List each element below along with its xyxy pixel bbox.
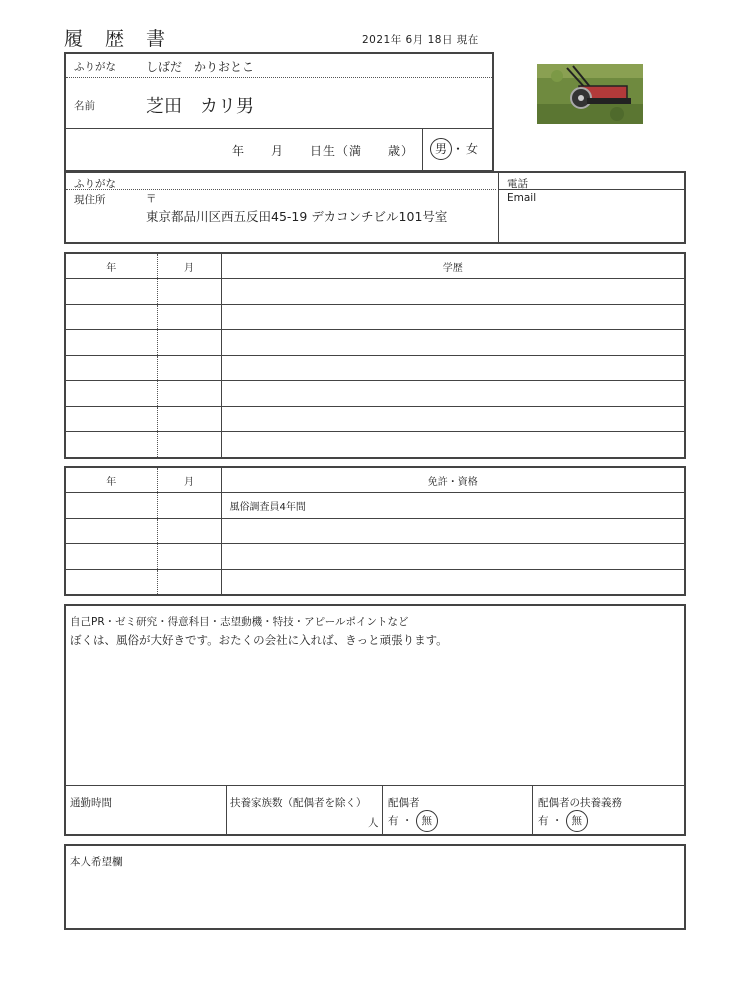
- education-cell[interactable]: [221, 355, 684, 381]
- license-cell[interactable]: [221, 518, 684, 543]
- table-row[interactable]: [66, 544, 684, 569]
- month-cell[interactable]: [157, 304, 221, 330]
- table-row[interactable]: [66, 355, 684, 381]
- name-label: 名前: [74, 100, 95, 112]
- table-row[interactable]: [66, 518, 684, 543]
- address-furigana-label: ふりがな: [74, 178, 116, 190]
- month-cell[interactable]: [157, 355, 221, 381]
- month-cell[interactable]: [157, 330, 221, 356]
- self-pr-box: [64, 604, 686, 836]
- spouse-separator: ・: [401, 815, 413, 827]
- spouse-yes[interactable]: 有: [388, 815, 399, 827]
- dependents-unit: 人: [368, 817, 379, 829]
- pr-label: 自己PR・ゼミ研究・得意科目・志望動機・特技・アピールポイントなど: [70, 616, 409, 628]
- year-cell[interactable]: [66, 406, 157, 432]
- wish-label: 本人希望欄: [70, 856, 123, 868]
- spouse-label: 配偶者: [388, 797, 420, 809]
- personal-info-box: [64, 52, 494, 172]
- licenses-table: [64, 466, 686, 596]
- year-cell[interactable]: [66, 569, 157, 594]
- year-cell[interactable]: [66, 279, 157, 305]
- year-header: 年: [66, 254, 157, 279]
- pr-text[interactable]: ぼくは、風俗が大好きです。おたくの会社に入れば、きっと頑張ります。: [70, 633, 448, 647]
- month-header: 月: [157, 254, 221, 279]
- gender-male-circled[interactable]: 男: [430, 138, 452, 160]
- postal-mark: 〒: [146, 193, 157, 205]
- spouse-duty-selector[interactable]: [538, 810, 588, 832]
- year-cell[interactable]: [66, 493, 157, 518]
- commute-label: 通勤時間: [70, 797, 112, 809]
- month-cell[interactable]: [157, 569, 221, 594]
- education-header: 学歴: [442, 262, 463, 274]
- table-row[interactable]: [66, 330, 684, 356]
- education-cell[interactable]: [221, 330, 684, 356]
- year-cell[interactable]: [66, 381, 157, 407]
- education-cell[interactable]: [221, 432, 684, 457]
- month-cell[interactable]: [157, 493, 221, 518]
- gender-selector[interactable]: [430, 138, 478, 160]
- personal-wish-box: [64, 844, 686, 930]
- month-cell[interactable]: [157, 518, 221, 543]
- month-cell[interactable]: [157, 544, 221, 569]
- table-row[interactable]: [66, 304, 684, 330]
- table-row[interactable]: [66, 279, 684, 305]
- document-date: 2021年 6月 18日 現在: [362, 34, 479, 46]
- license-cell[interactable]: [221, 544, 684, 569]
- address-value[interactable]: 東京都品川区西五反田45-19 デカコンチビル101号室: [146, 209, 448, 224]
- table-row[interactable]: [66, 493, 684, 518]
- address-box: [64, 171, 686, 244]
- duty-yes[interactable]: 有: [538, 815, 549, 827]
- year-cell[interactable]: [66, 544, 157, 569]
- lawn-mower-image: [537, 64, 643, 124]
- spouse-no-circled[interactable]: 無: [416, 810, 438, 832]
- education-cell[interactable]: [221, 406, 684, 432]
- table-header-row: [66, 254, 684, 279]
- birth-date-line[interactable]: 年 月 日生（満 歳）: [232, 144, 415, 158]
- duty-no-circled[interactable]: 無: [566, 810, 588, 832]
- table-header-row: [66, 468, 684, 493]
- dependents-label: 扶養家族数（配偶者を除く）: [230, 797, 367, 809]
- name-value[interactable]: 芝田 カリ男: [146, 96, 254, 117]
- month-cell[interactable]: [157, 279, 221, 305]
- year-cell[interactable]: [66, 518, 157, 543]
- year-cell[interactable]: [66, 432, 157, 457]
- duty-separator: ・: [551, 815, 563, 827]
- phone-label: 電話: [507, 178, 528, 190]
- furigana-value[interactable]: しばだ かりおとこ: [146, 60, 255, 74]
- page-title: 履歴書: [64, 28, 188, 50]
- license-cell[interactable]: [221, 569, 684, 594]
- education-cell[interactable]: [221, 304, 684, 330]
- address-label: 現住所: [74, 194, 106, 206]
- year-header: 年: [66, 468, 157, 493]
- table-row[interactable]: [66, 569, 684, 594]
- year-cell[interactable]: [66, 355, 157, 381]
- licenses-header: 免許・資格: [427, 476, 478, 488]
- month-cell[interactable]: [157, 381, 221, 407]
- email-label: Email: [507, 192, 537, 204]
- lawn-mower-photo: [537, 64, 643, 124]
- education-cell[interactable]: [221, 279, 684, 305]
- education-table: [64, 252, 686, 459]
- table-row[interactable]: [66, 381, 684, 407]
- month-cell[interactable]: [157, 432, 221, 457]
- spouse-selector[interactable]: [388, 810, 438, 832]
- month-cell[interactable]: [157, 406, 221, 432]
- gender-female[interactable]: 女: [466, 142, 479, 156]
- license-cell[interactable]: 風俗調査員4年間: [221, 493, 684, 518]
- education-cell[interactable]: [221, 381, 684, 407]
- year-cell[interactable]: [66, 304, 157, 330]
- month-header: 月: [157, 468, 221, 493]
- gender-separator: ・: [452, 142, 465, 156]
- table-row[interactable]: [66, 432, 684, 457]
- furigana-label: ふりがな: [74, 61, 116, 73]
- table-row[interactable]: [66, 406, 684, 432]
- year-cell[interactable]: [66, 330, 157, 356]
- spouse-duty-label: 配偶者の扶養義務: [538, 797, 622, 809]
